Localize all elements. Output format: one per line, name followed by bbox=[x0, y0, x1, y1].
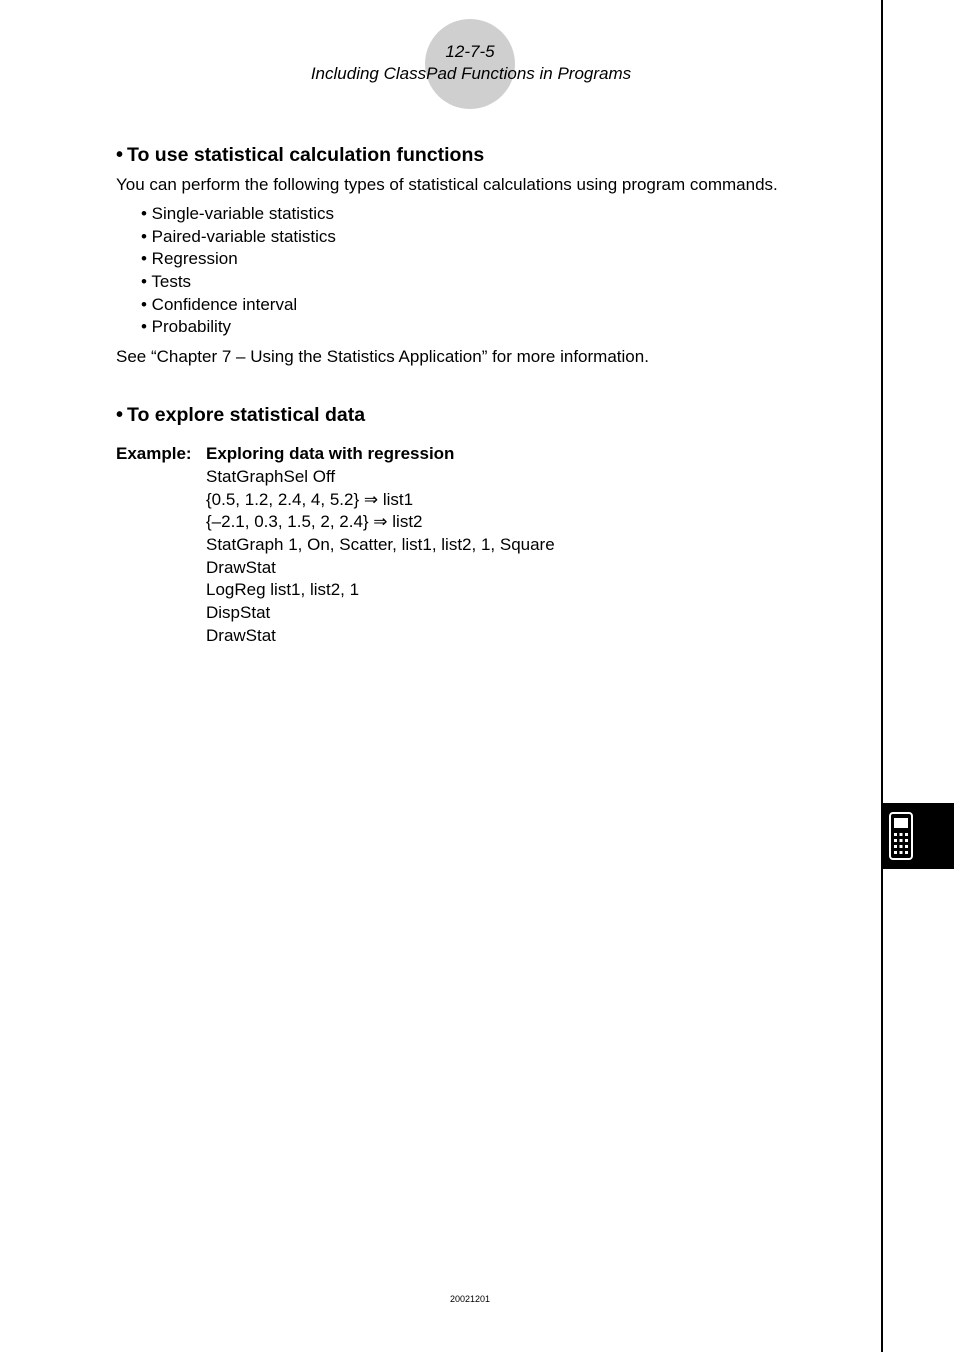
list-item: • Paired-variable statistics bbox=[141, 226, 336, 246]
code-line: {–2.1, 0.3, 1.5, 2, 2.4} ⇒ list2 bbox=[206, 512, 423, 532]
code-line: StatGraph 1, On, Scatter, list1, list2, 1, Square bbox=[206, 535, 555, 555]
see-also-paragraph: See “Chapter 7 – Using the Statistics Application” for more information. bbox=[116, 347, 649, 366]
page-edge-rule bbox=[881, 0, 883, 1352]
list-item: • Tests bbox=[141, 272, 192, 292]
code-line: DrawStat bbox=[206, 625, 276, 645]
heading-text: To explore statistical data bbox=[127, 404, 366, 426]
code-line: StatGraphSel Off bbox=[206, 467, 336, 486]
code-line: LogReg list1, list2, 1 bbox=[206, 580, 360, 600]
list-item: • Probability bbox=[141, 317, 232, 337]
heading-text: To use statistical calculation functions bbox=[127, 144, 485, 166]
code-line: DispStat bbox=[206, 603, 271, 623]
code-line: DrawStat bbox=[206, 557, 276, 577]
heading-bullet: • bbox=[116, 404, 124, 426]
heading-bullet: • bbox=[116, 144, 124, 166]
list-item: • Regression bbox=[141, 249, 238, 269]
page-header-title: Including ClassPad Functions in Programs bbox=[310, 64, 632, 83]
list-item: • Single-variable statistics bbox=[141, 204, 335, 223]
chapter-side-tab bbox=[883, 803, 954, 869]
list-item: • Confidence interval bbox=[141, 294, 298, 314]
calculator-icon bbox=[889, 812, 913, 860]
section-heading-statistical-functions bbox=[116, 143, 484, 167]
footer-code: 20021201 bbox=[449, 1294, 491, 1304]
page-number: 12-7-5 bbox=[445, 42, 495, 61]
example-label: Example: bbox=[116, 444, 192, 463]
intro-paragraph: You can perform the following types of statistical calculations using program commands. bbox=[116, 175, 778, 194]
section-heading-explore-data bbox=[116, 403, 365, 427]
code-line: {0.5, 1.2, 2.4, 4, 5.2} ⇒ list1 bbox=[206, 489, 414, 509]
example-title: Exploring data with regression bbox=[206, 444, 455, 463]
stat-types-list bbox=[141, 203, 336, 339]
example-code-block bbox=[206, 466, 555, 648]
